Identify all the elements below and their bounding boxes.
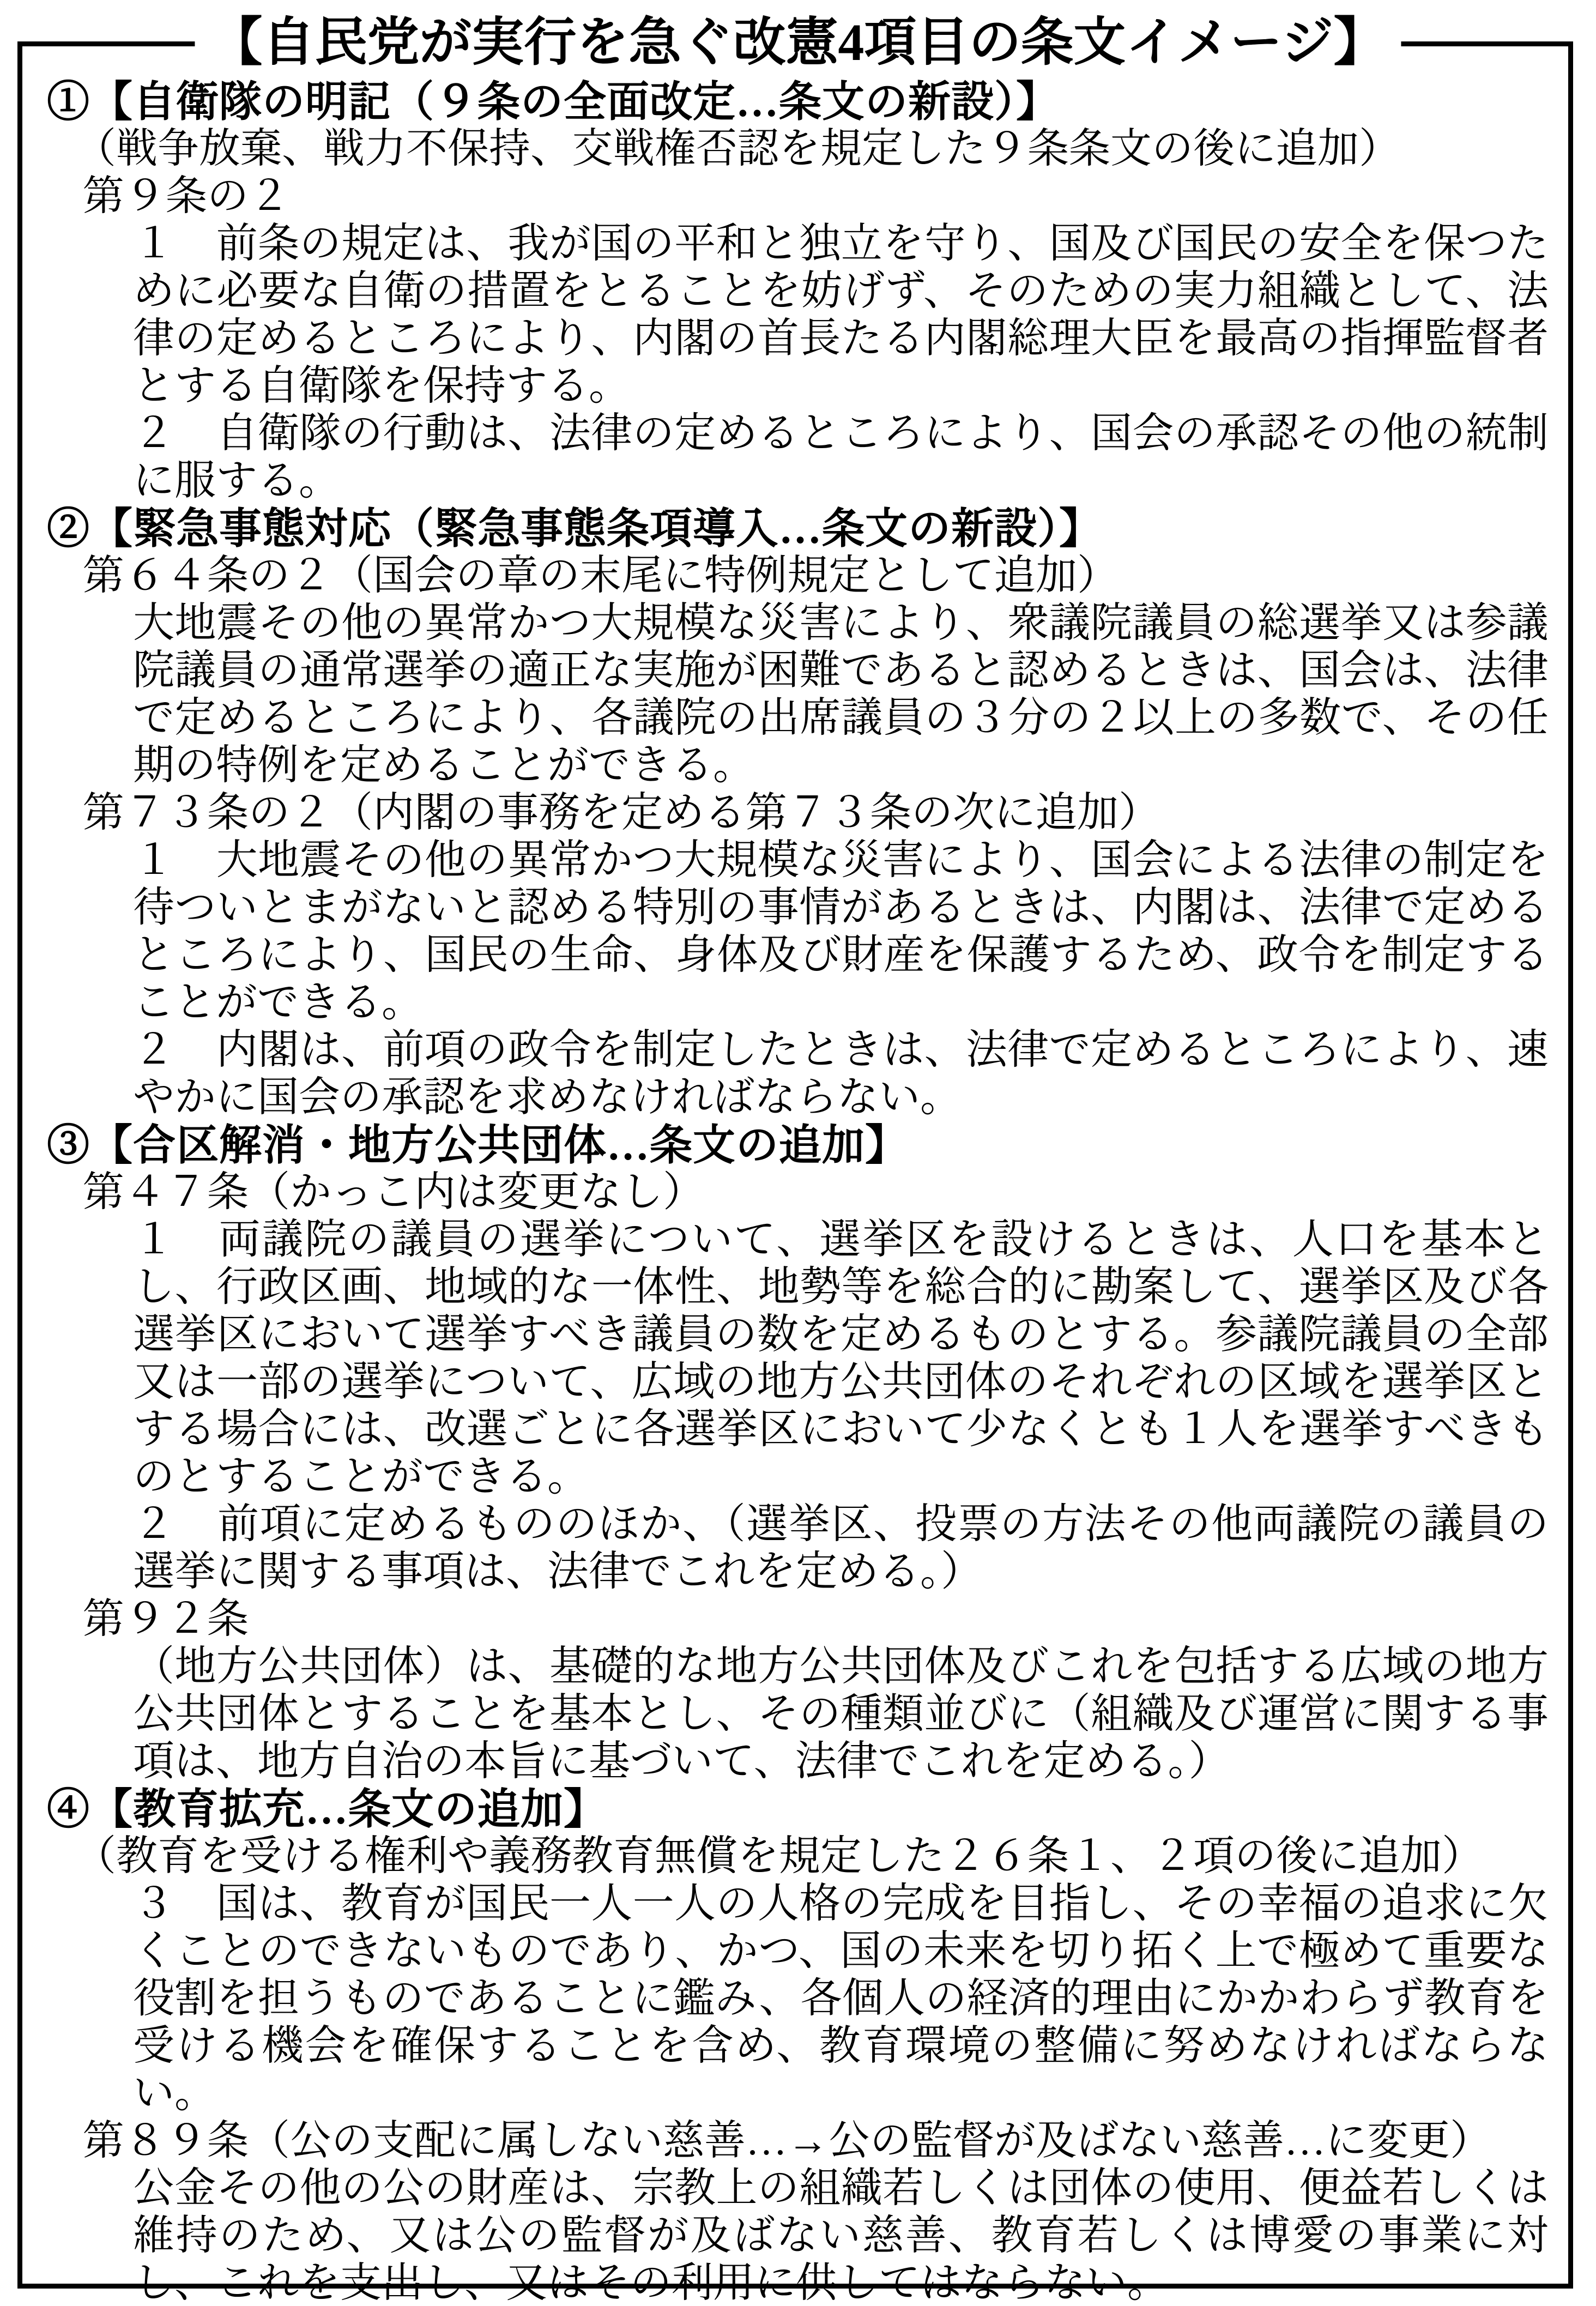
section-kinkyu-jitai (22, 505, 1549, 1121)
article-heading: 第６４条の２（国会の章の末尾に特例規定として追加） (83, 553, 1119, 599)
clause-paragraph: ２ 自衛隊の行動は、法律の定めるところにより、国会の承認その他の統制に服する。 (133, 411, 1549, 504)
clause-paragraph: １ 大地震その他の異常かつ大規模な災害により、国会による法律の制定を待ついとまがないと認める特別の事情があるときは、内閣は、法律で定めるところにより、国民の生命、身体及び財産を保護するため、政令を制定することができる。 (133, 837, 1549, 1025)
article-heading: 第９条の２ (83, 173, 290, 219)
article-heading: 第８９条（公の支配に属しない慈善…→公の監督が及ばない慈善…に変更） (83, 2118, 1491, 2164)
clause-paragraph: １ 両議院の議員の選挙について、選挙区を設けるときは、人口を基本とし、行政区画、地域的な一体性、地勢等を総合的に勘案して、選挙区及び各選挙区において選挙すべき議員の数を定めるものとする。参議院議員の全部又は一部の選挙について、広域の地方公共団体のそれぞれの区域を選挙区とする場合には、改選ごとに各選挙区において少なくとも１人を選挙すべきものとすることができる。 (133, 1217, 1549, 1500)
page-title: 【自民党が実行を急ぐ改憲4項目の条文イメージ】 (195, 8, 1401, 77)
article-heading: 第７３条の２（内閣の事務を定める第７３条の次に追加） (83, 790, 1160, 836)
section-kyoiku-kakuju (22, 1785, 1549, 2306)
clause-paragraph: 公金その他の公の財産は、宗教上の組織若しくは団体の使用、便益若しくは維持のため、又は公の監督が及ばない慈善、教育若しくは博愛の事業に対し、これを支出し、又はその利用に供してはならない。 (133, 2165, 1549, 2306)
note-line: （戦争放棄、戦力不保持、交戦権否認を規定した９条条文の後に追加） (75, 126, 1400, 172)
section-heading: ①【自衛隊の明記（９条の全面改定…条文の新設）】 (47, 78, 1060, 125)
clause-paragraph: １ 前条の規定は、我が国の平和と独立を守り、国及び国民の安全を保つために必要な自衛の措置をとることを妨げず、そのための実力組織として、法律の定めるところにより、内閣の首長たる内閣総理大臣を最高の指揮監督者とする自衛隊を保持する。 (133, 221, 1549, 409)
section-heading: ③【合区解消・地方公共団体…条文の追加】 (47, 1121, 909, 1169)
clause-paragraph: ３ 国は、教育が国民一人一人の人格の完成を目指し、その幸福の追求に欠くことのできないものであり、かつ、国の未来を切り拓く上で極めて重要な役割を担うものであることに鑑み、各個人の経済的理由にかかわらず教育を受ける機会を確保することを含め、教育環境の整備に努めなければならない。 (133, 1881, 1549, 2116)
section-jieitai (22, 78, 1549, 505)
section-heading: ②【緊急事態対応（緊急事態条項導入…条文の新設）】 (47, 505, 1103, 552)
clause-paragraph: （地方公共団体）は、基礎的な地方公共団体及びこれを包括する広域の地方公共団体とすることを基本とし、その種類並びに（組織及び運営に関する事項は、地方自治の本旨に基づいて、法律でこれを定める。） (133, 1644, 1549, 1784)
article-heading: 第４７条（かっこ内は変更なし） (83, 1169, 704, 1215)
clause-paragraph: ２ 前項に定めるもののほか、（選挙区、投票の方法その他両議院の議員の選挙に関する事項は、法律でこれを定める。） (133, 1501, 1549, 1595)
section-heading: ④【教育拡充…条文の追加】 (47, 1785, 607, 1833)
note-line: （教育を受ける権利や義務教育無償を規定した２６条１、２項の後に追加） (75, 1833, 1483, 1879)
section-goku-kaisho (22, 1121, 1549, 1785)
clause-paragraph: 大地震その他の異常かつ大規模な災害により、衆議院議員の総選挙又は参議院議員の通常選挙の適正な実施が困難であると認めるときは、国会は、法律で定めるところにより、各議院の出席議員の３分の２以上の多数で、その任期の特例を定めることができる。 (133, 600, 1549, 788)
document-frame (17, 41, 1573, 2306)
article-heading: 第９２条 (83, 1596, 249, 1642)
clause-paragraph: ２ 内閣は、前項の政令を制定したときは、法律で定めるところにより、速やかに国会の承認を求めなければならない。 (133, 1027, 1549, 1120)
